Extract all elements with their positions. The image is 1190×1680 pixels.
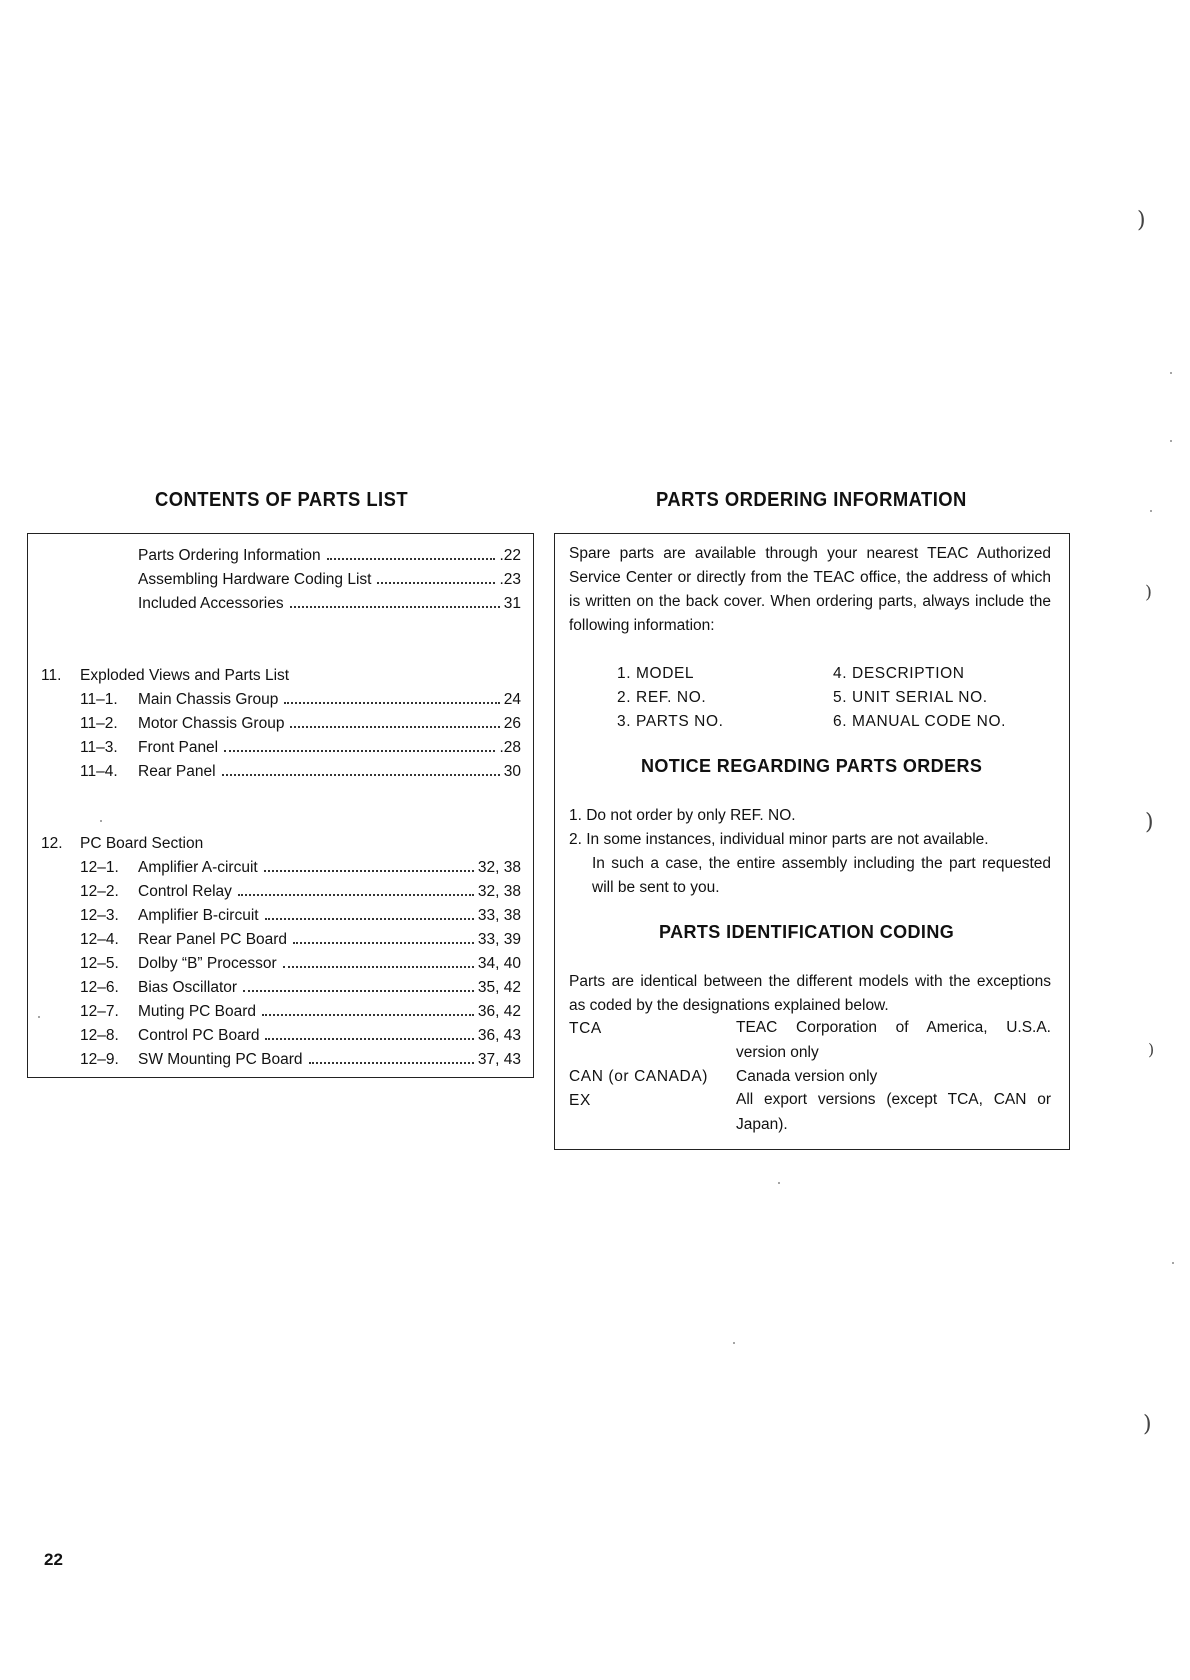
page-number: 22 (44, 1550, 63, 1569)
section-11-title: Exploded Views and Parts List (80, 667, 290, 684)
info-item: 5. UNIT SERIAL NO. (833, 689, 988, 706)
toc-num: 12–3. (80, 907, 119, 924)
notice-line: will be sent to you. (592, 879, 720, 896)
toc-page: .23 (499, 571, 521, 588)
dot-leader (224, 750, 495, 752)
section-12-title: PC Board Section (80, 835, 204, 852)
toc-item (138, 930, 521, 950)
toc-num: 12–2. (80, 883, 119, 900)
coding-intro-line: Parts are identical between the different models with the exceptions (569, 973, 1051, 990)
margin-mark-icon: ) (1145, 582, 1153, 603)
toc-label: Included Accessories (138, 595, 284, 612)
toc-item (138, 546, 521, 566)
dot-leader (283, 966, 474, 968)
section-12-number: 12. (41, 835, 63, 852)
toc-label: Amplifier A-circuit (138, 859, 258, 876)
dot-leader (265, 1038, 473, 1040)
toc-num: 12–5. (80, 955, 119, 972)
toc-label: Front Panel (138, 739, 219, 756)
code-can: CAN (or CANADA) (569, 1068, 709, 1085)
toc-item (138, 690, 521, 710)
code-desc: Japan). (736, 1116, 788, 1133)
margin-mark-icon: ) (1143, 1412, 1152, 1437)
toc-num: 12–6. (80, 979, 119, 996)
dot-leader (284, 702, 499, 704)
toc-item (138, 714, 521, 734)
code-desc: All export versions (except TCA, CAN or (736, 1091, 1051, 1108)
toc-page: .22 (499, 547, 521, 564)
code-desc: Canada version only (736, 1068, 878, 1085)
coding-heading: PARTS IDENTIFICATION CODING (659, 922, 955, 942)
toc-num: 11–1. (80, 691, 118, 708)
toc-page: 26 (503, 715, 521, 732)
toc-item (138, 978, 521, 998)
toc-label: Main Chassis Group (138, 691, 279, 708)
speck-icon (733, 1342, 735, 1344)
toc-label: Amplifier B-circuit (138, 907, 259, 924)
toc-page: 32, 38 (477, 859, 521, 876)
margin-mark-icon: ) (1137, 208, 1146, 233)
dot-leader (309, 1062, 474, 1064)
toc-num: 12–4. (80, 931, 119, 948)
toc-item (138, 1050, 521, 1070)
toc-page: 33, 39 (477, 931, 521, 948)
toc-label: Muting PC Board (138, 1003, 257, 1020)
toc-label: Assembling Hardware Coding List (138, 571, 372, 588)
toc-page: 30 (503, 763, 521, 780)
notice-line: 2. In some instances, individual minor parts are not available. (569, 831, 989, 848)
notice-heading: NOTICE REGARDING PARTS ORDERS (641, 756, 983, 776)
toc-label: Bias Oscillator (138, 979, 238, 996)
toc-num: 12–1. (80, 859, 119, 876)
speck-icon (1170, 440, 1172, 442)
toc-label: Control PC Board (138, 1027, 260, 1044)
toc-item (138, 906, 521, 926)
toc-item (138, 954, 521, 974)
toc-page: 35, 42 (477, 979, 521, 996)
dot-leader (290, 606, 500, 608)
toc-item (138, 1026, 521, 1046)
info-item: 2. REF. NO. (617, 689, 707, 706)
code-desc: version only (736, 1044, 819, 1061)
info-item: 3. PARTS NO. (617, 713, 724, 730)
intro-line: is written on the back cover. When ordering parts, always include the (569, 593, 1051, 610)
code-tca: TCA (569, 1020, 602, 1037)
dot-leader (238, 894, 474, 896)
toc-page: 32, 38 (477, 883, 521, 900)
toc-num: 12–7. (80, 1003, 119, 1020)
toc-page: 33, 38 (477, 907, 521, 924)
info-item: 4. DESCRIPTION (833, 665, 965, 682)
speck-icon (778, 1182, 780, 1184)
intro-line: Spare parts are available through your nearest TEAC Authorized (569, 545, 1051, 562)
speck-icon (38, 1016, 40, 1018)
toc-num: 11–4. (80, 763, 118, 780)
toc-item (138, 738, 521, 758)
margin-mark-icon: ) (1145, 810, 1154, 835)
notice-line: In such a case, the entire assembly including the part requested (592, 855, 1051, 872)
toc-page: 36, 42 (477, 1003, 521, 1020)
toc-num: 11–3. (80, 739, 118, 756)
toc-page: 37, 43 (477, 1051, 521, 1068)
code-ex: EX (569, 1092, 591, 1109)
toc-item (138, 1002, 521, 1022)
speck-icon (1170, 372, 1172, 374)
dot-leader (222, 774, 500, 776)
toc-label: Parts Ordering Information (138, 547, 321, 564)
toc-page: 24 (503, 691, 521, 708)
toc-label: SW Mounting PC Board (138, 1051, 303, 1068)
notice-line: 1. Do not order by only REF. NO. (569, 807, 796, 824)
toc-item (138, 594, 521, 614)
toc-page: 31 (503, 595, 521, 612)
speck-icon (1150, 510, 1152, 512)
ordering-info-heading: PARTS ORDERING INFORMATION (656, 489, 967, 511)
margin-mark-icon: ) (1148, 1040, 1155, 1059)
dot-leader (265, 918, 474, 920)
toc-page: 36, 43 (477, 1027, 521, 1044)
dot-leader (264, 870, 474, 872)
toc-item (138, 570, 521, 590)
contents-heading: CONTENTS OF PARTS LIST (155, 489, 409, 511)
intro-line: following information: (569, 617, 715, 634)
dot-leader (243, 990, 474, 992)
toc-num: 11–2. (80, 715, 118, 732)
toc-label: Rear Panel PC Board (138, 931, 288, 948)
toc-label: Dolby “B” Processor (138, 955, 277, 972)
toc-num: 12–9. (80, 1051, 119, 1068)
intro-line: Service Center or directly from the TEAC office, the address of which (569, 569, 1051, 586)
dot-leader (262, 1014, 474, 1016)
toc-page: .28 (499, 739, 521, 756)
dot-leader (377, 582, 495, 584)
speck-icon (1172, 1262, 1174, 1264)
coding-intro-line: as coded by the designations explained below. (569, 997, 889, 1014)
section-11-number: 11. (41, 667, 62, 684)
toc-item (138, 858, 521, 878)
speck-icon (100, 820, 102, 822)
dot-leader (293, 942, 474, 944)
info-item: 1. MODEL (617, 665, 695, 682)
toc-item (138, 762, 521, 782)
toc-label: Rear Panel (138, 763, 216, 780)
toc-num: 12–8. (80, 1027, 119, 1044)
toc-item (138, 882, 521, 902)
toc-label: Control Relay (138, 883, 232, 900)
toc-label: Motor Chassis Group (138, 715, 285, 732)
dot-leader (290, 726, 499, 728)
code-desc: TEAC Corporation of America, U.S.A. (736, 1019, 1051, 1036)
info-item: 6. MANUAL CODE NO. (833, 713, 1007, 730)
toc-page: 34, 40 (477, 955, 521, 972)
dot-leader (327, 558, 496, 560)
